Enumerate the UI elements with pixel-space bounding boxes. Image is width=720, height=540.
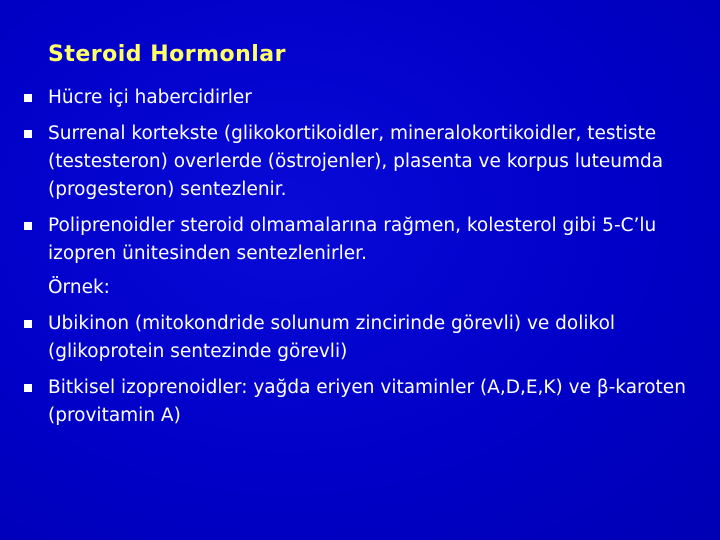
square-bullet-icon [24, 384, 32, 392]
list-item-text: Bitkisel izoprenoidler: yağda eriyen vitaminler (A,D,E,K) ve β-karoten (provitamin A) [48, 377, 686, 426]
square-bullet-icon [24, 94, 32, 102]
list-item-text: Surrenal kortekste (glikokortikoidler, mineralokortikoidler, testiste (testesteron) overlerde (östrojenler), plasenta ve korpus luteumda (progesteron) sentezlenir. [48, 123, 664, 200]
list-item [20, 120, 700, 204]
list-item [20, 310, 700, 366]
list-item-text: Ubikinon (mitokondride solunum zincirinde görevli) ve dolikol (glikoprotein sentezinde görevli) [48, 313, 616, 362]
square-bullet-icon [24, 222, 32, 230]
list-item-text: Örnek: [48, 277, 110, 298]
square-bullet-icon [24, 320, 32, 328]
list-item [20, 274, 700, 302]
list-item [20, 212, 700, 268]
bullet-list [20, 84, 700, 438]
list-item-text: Hücre içi habercidirler [48, 87, 252, 108]
square-bullet-icon [24, 130, 32, 138]
list-item [20, 84, 700, 112]
list-item-text: Poliprenoidler steroid olmamalarına rağmen, kolesterol gibi 5-C’lu izopren ünitesinden sentezlenirler. [48, 215, 657, 264]
list-item [20, 374, 700, 430]
slide-title: Steroid Hormonlar [48, 42, 287, 67]
